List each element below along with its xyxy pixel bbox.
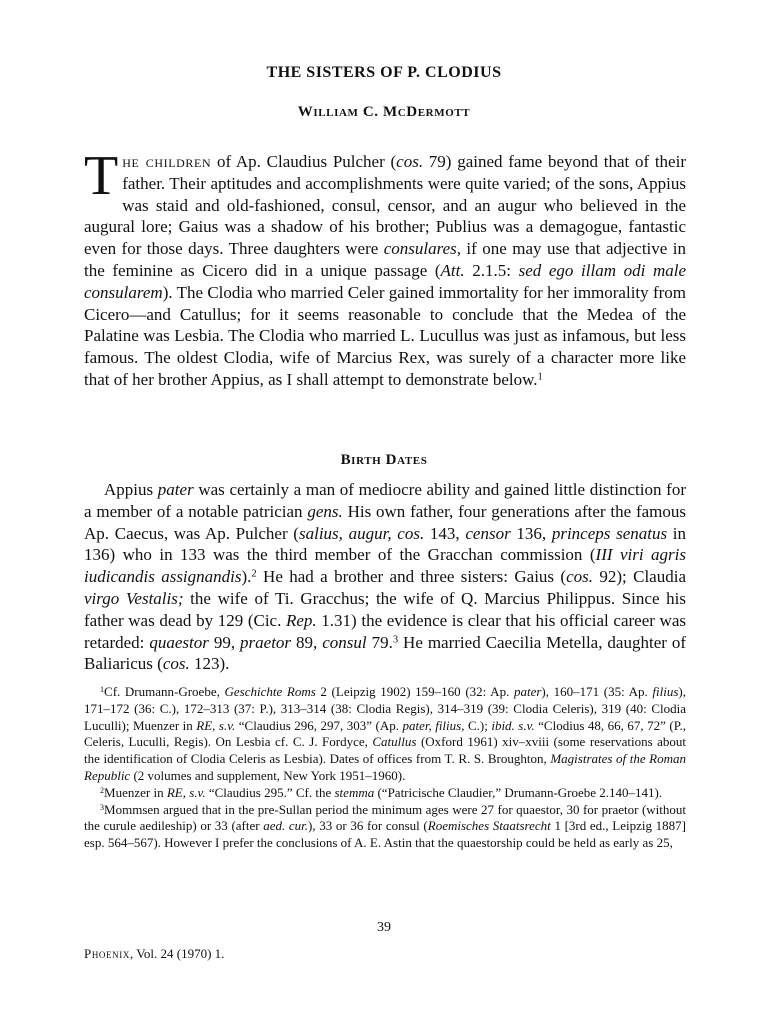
page-number: 39 [377, 920, 391, 935]
footnote-1: $^1$Cf. Drumann-Groebe, Geschichte Roms 2 (Leipzig 1902) 159–160 (32: Ap. pater), 160–171 (35: Ap. filius), 171–172 (36: C.), 172–313 (37: P.), 313–314 (38: Clodia Regis), 314–319 (39: Clodia Celeris), 319 (40: Clodia Luculli); Muenzer in RE, s.v. “Claudius 296, 297, 303” (Ap. pater, filius, C.); ibid. s.v. “Clodius 48, 66, 67, 72” (P., Celeris, Luculli, Regis). On Lesbia cf. C. J. Fordyce, Catullus (Oxford 1961) xiv–xviii (some reservations about the identification of Clodia Celeris as Lesbia). Dates of offices from T. R. S. Broughton, Magistrates of the Roman Republic (2 volumes and supplement, New York 1951–1960). [84, 684, 686, 783]
drop-cap: T [84, 145, 119, 207]
journal-name: Phoenix [84, 946, 130, 961]
article-title: THE SISTERS OF P. CLODIUS [266, 64, 502, 81]
intro-paragraph: The children of Ap. Claudius Pulcher (cos. 79) gained fame beyond that of their father. Their aptitudes and accomplishments were quite varied; of the sons, Appius was staid and old-fashioned, consul, censor, and an augur who believed in the augural lore; Gaius was a shadow of his brother; Publius was a demagogue, fantastic even for those days. Three daughters were consulares, if one may use that adjective in the feminine as Cicero did in a unique passage (Att. 2.1.5: sed ego illam odi male consularem). The Clodia who married Celer gained immortality for her immorality from Cicero—and Catullus; for it seems reasonable to conclude that the Medea of the Palatine was Lesbia. The Clodia who married L. Lucullus was just as infamous, but less famous. The oldest Clodia, wife of Marcius Rex, was surely of a character more like that of her brother Appius, as I shall attempt to demonstrate below.$^1$ [84, 145, 686, 389]
footnote-ref-1[interactable]: 1 [537, 371, 543, 383]
footnotes [84, 684, 686, 852]
journal-citation [84, 946, 224, 962]
latin-quote: sed ego illam odi male consularem [84, 260, 686, 302]
footnote-2: $^2$Muenzer in RE, s.v. “Claudius 295.” Cf. the stemma (“Patricische Claudier,” Drumann-Groebe 2.140–141). [100, 784, 663, 800]
lead-in: he children [122, 152, 212, 171]
article-author: William C. McDermott [297, 104, 471, 120]
section-heading-birth-dates: Birth Dates [340, 452, 428, 468]
footnote-3: $^3$Mommsen argued that in the pre-Sullan period the minimum ages were 27 for quaestor, 30 for praetor (without the curule aedileship) or 33 (after aed. cur.), 33 or 36 for consul (Roemisches Staatsrecht 1 [3rd ed., Leipzig 1887] esp. 564–567). However I prefer the conclusions of A. E. Astin that the quaestorship could be held as early as 25, [84, 801, 686, 851]
footnote-ref-2[interactable]: 2 [251, 568, 257, 580]
birth-dates-paragraph: Appius pater was certainly a man of mediocre ability and gained little distinction for a member of a notable patrician gens. His own father, four generations after the famous Ap. Caecus, was Ap. Pulcher (salius, augur, cos. 143, censor 136, princeps senatus in 136) who in 133 was the third member of the Gracchan commission (III viri agris iudicandis assignandis).$^2$ He had a brother and three sisters: Gaius (cos. 92); Claudia virgo Vestalis; the wife of Ti. Gracchus; the wife of Q. Marcius Philippus. Since his father was dead by 129 (Cic. Rep. 1.31) the evidence is clear that his official career was retarded: quaestor 99, praetor 89, consul 79.$^3$ He married Caecilia Metella, daughter of Baliaricus (cos. 123). [84, 480, 687, 674]
journal-volume: , Vol. 24 (1970) 1. [129, 946, 225, 961]
footnote-ref-3[interactable]: 3 [392, 634, 399, 646]
